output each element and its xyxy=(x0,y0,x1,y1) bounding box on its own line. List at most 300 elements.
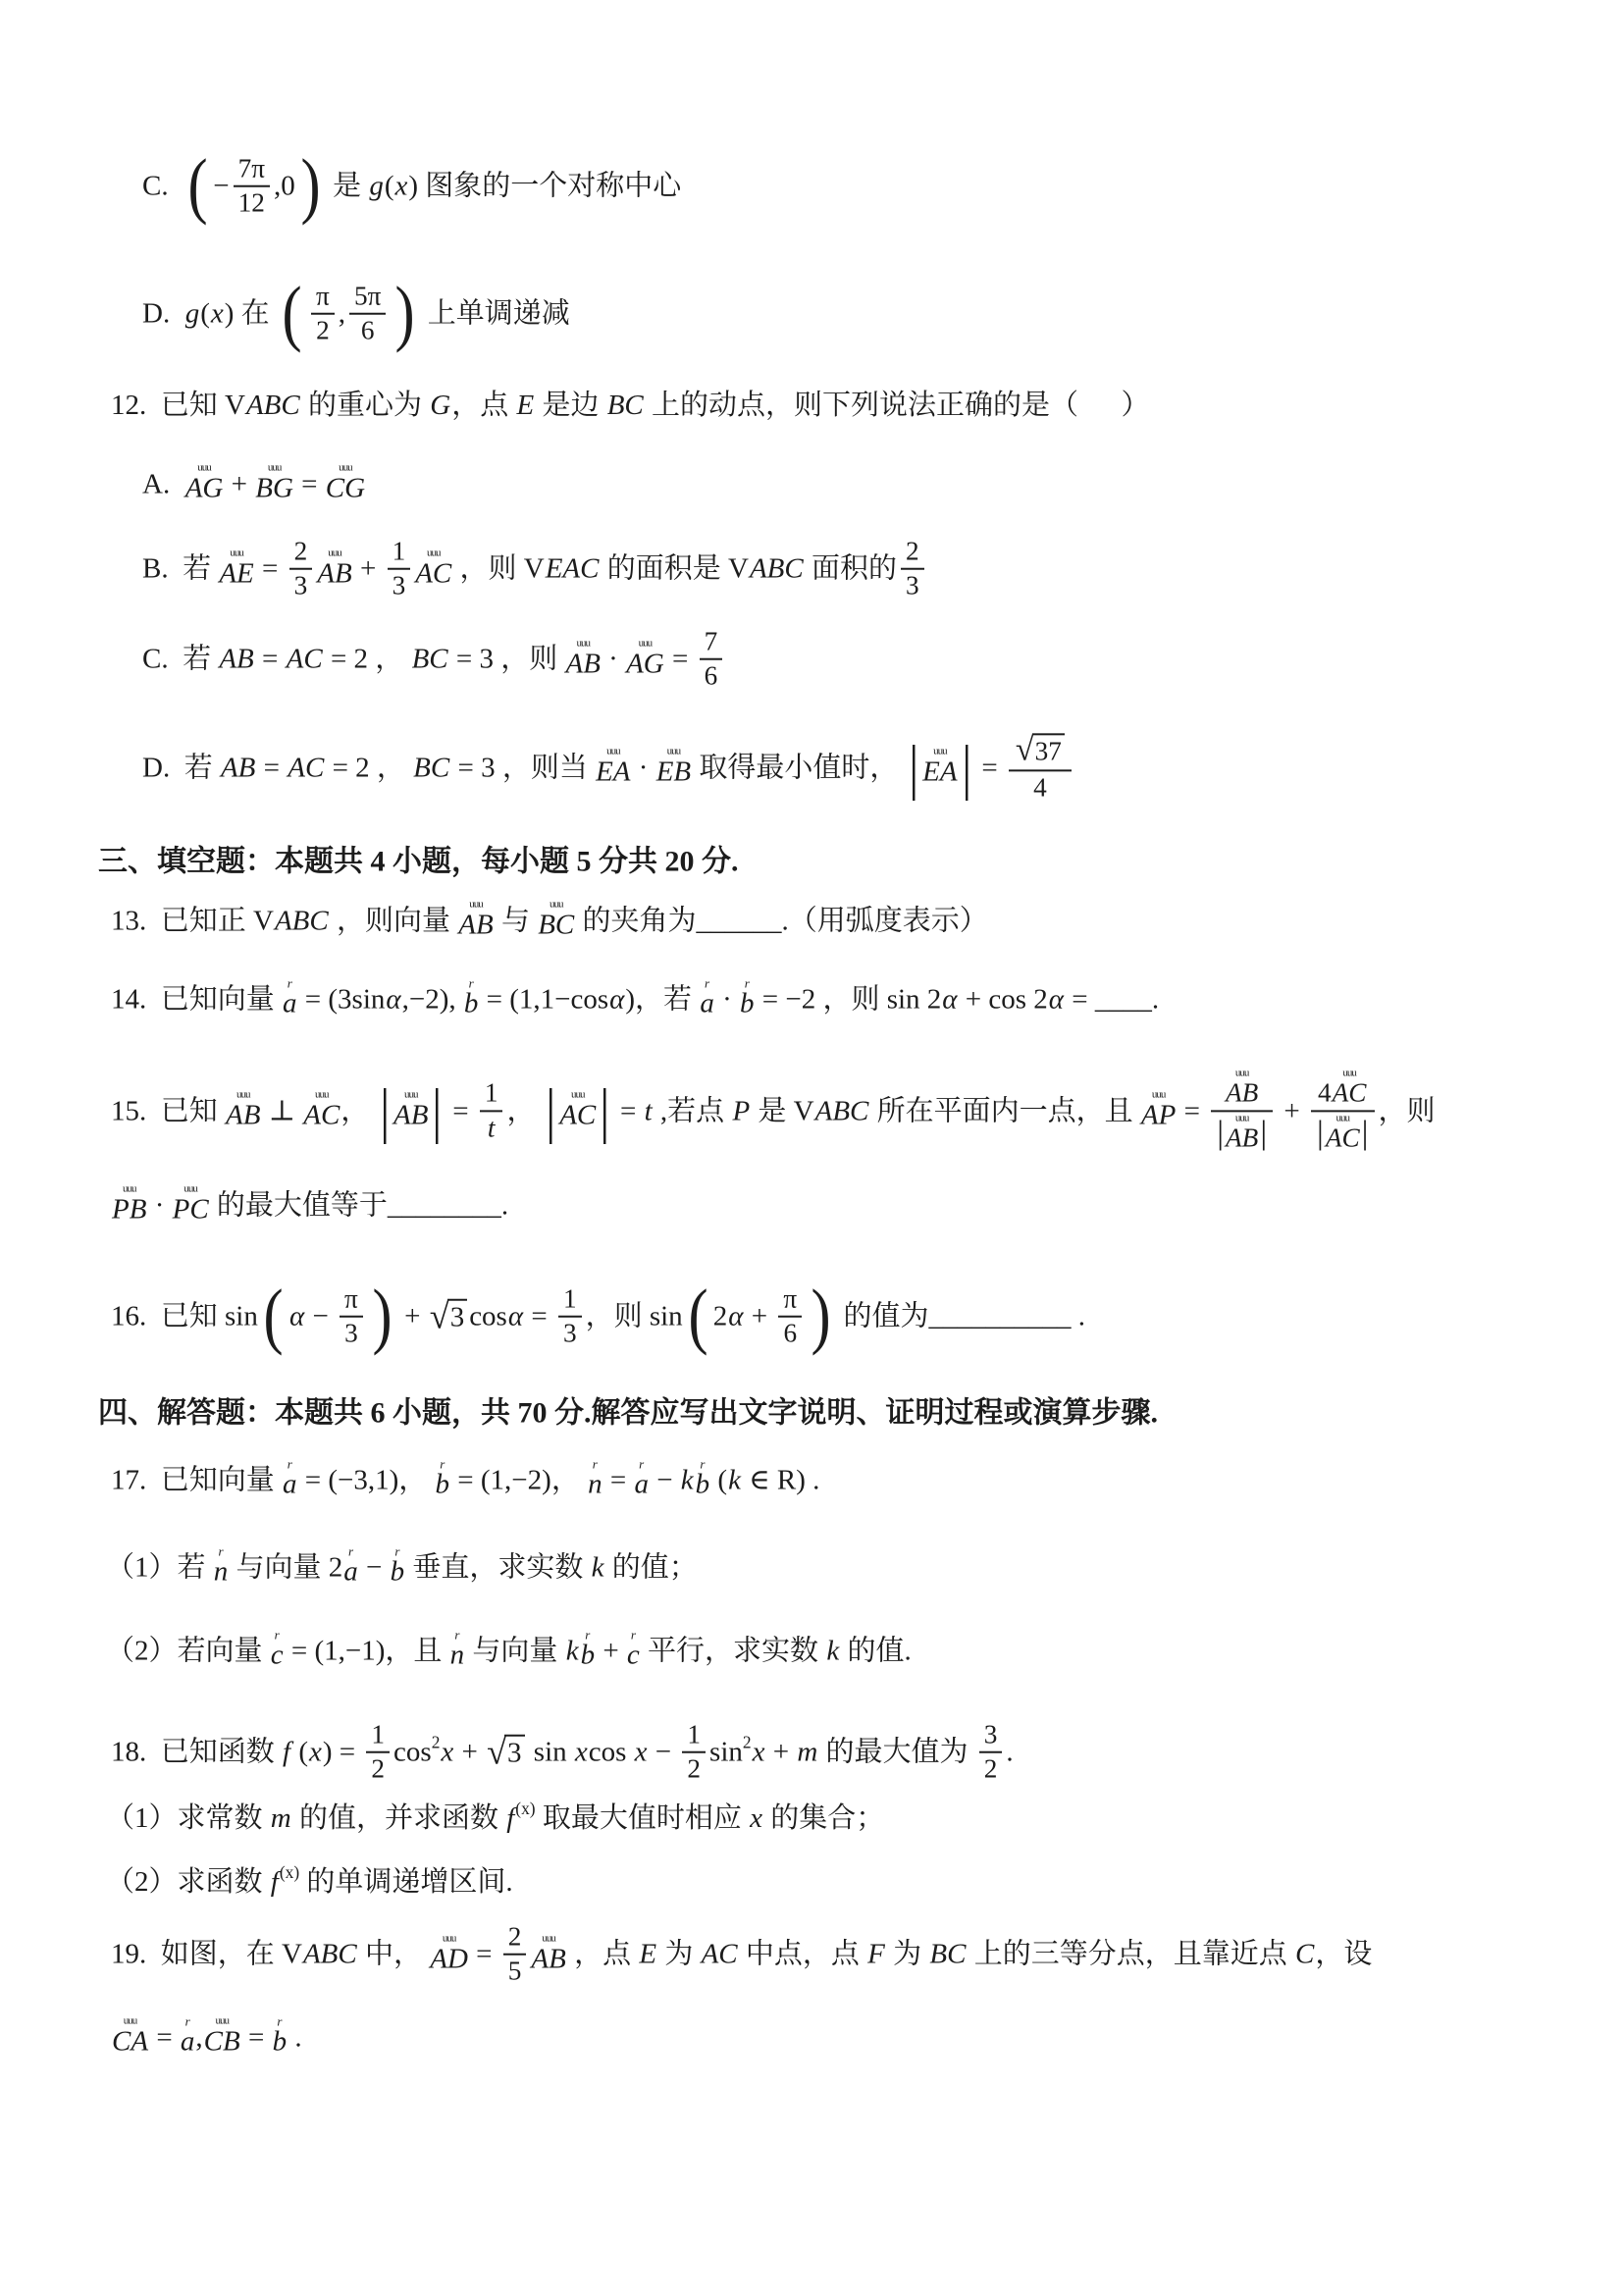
fraction-denominator xyxy=(558,1318,582,1348)
math-text: π xyxy=(783,1283,798,1314)
fraction xyxy=(234,155,270,219)
math-text: )，若 xyxy=(625,982,700,1015)
math-text: ， xyxy=(340,1094,377,1126)
vector-cg xyxy=(325,461,366,504)
fraction xyxy=(901,538,924,601)
vector-ag xyxy=(184,461,224,504)
math-var: α xyxy=(386,982,401,1015)
math-var: x xyxy=(210,297,224,330)
math-text: = xyxy=(254,643,286,675)
math-var: x xyxy=(441,1736,454,1768)
math-text: 2 xyxy=(687,1754,702,1784)
math-text: 中点，点 xyxy=(738,1938,867,1970)
math-text: 的最大值等于________. xyxy=(209,1188,509,1221)
vector-arrow-icon: r xyxy=(705,975,710,991)
q16-stem: 16. 已知 sin ( α − $\frac{\pi}{3}$ ) + √ 3 cos α = $\frac{1}{3}$ ，则 sin ( 2 α + $\frac{\pi}{6}$ ) 的值为__________ . xyxy=(111,1276,1086,1357)
fraction-denominator xyxy=(979,1753,1003,1784)
math-text: ⊥ xyxy=(261,1094,303,1126)
math-text: ( xyxy=(200,297,210,330)
vector-letters: a xyxy=(180,2025,195,2058)
vector-ab xyxy=(226,1088,261,1131)
fraction xyxy=(311,283,335,346)
fraction-numerator xyxy=(366,1721,390,1753)
math-text: 4 xyxy=(1318,1077,1332,1108)
vector-arrow-icon: r xyxy=(592,1456,598,1472)
q14-stem xyxy=(111,975,1160,1019)
vector-b xyxy=(435,1456,450,1500)
math-text: = (1,−1)，且 xyxy=(284,1634,449,1666)
math-text: + xyxy=(224,467,255,499)
math-var: BC xyxy=(413,751,450,783)
math-text: 5 xyxy=(507,1957,522,1986)
fraction-numerator xyxy=(311,283,335,315)
radical-icon: √ xyxy=(429,1296,449,1336)
math-text: ， xyxy=(506,1094,543,1126)
math-text: 上单调递减 xyxy=(420,297,570,330)
math-text: （2）若向量 xyxy=(106,1634,270,1666)
math-var: G xyxy=(430,389,451,421)
fraction-denominator xyxy=(682,1753,706,1784)
math-text: = 3 ，则 xyxy=(448,643,565,675)
abs-bar: | xyxy=(1317,1115,1324,1151)
vector-arrow-icon: r xyxy=(440,1456,445,1472)
math-text: 1 xyxy=(562,1283,577,1314)
vector-arrow-icon: uuu xyxy=(339,461,352,474)
math-text: = (3sin xyxy=(297,982,386,1015)
math-var: AC xyxy=(701,1938,738,1970)
math-var: g xyxy=(369,170,384,202)
math-text: , xyxy=(338,297,346,330)
math-text: ，则 V xyxy=(452,552,545,585)
vector-ab xyxy=(531,1932,566,1975)
math-text: ( xyxy=(384,170,394,202)
q12-option-d: D. 若 AB = AC = 2 ， BC = 3 ，则当 uuu EA · uuu EB 取得最小值时， | uuu EA | = √ 37 4 xyxy=(142,732,1075,802)
fraction-denominator xyxy=(1311,1112,1374,1153)
fraction xyxy=(388,538,411,601)
vector-arrow-icon: uuu xyxy=(236,1088,250,1101)
vector-letters: n xyxy=(588,1468,602,1500)
math-text: 的值为__________ . xyxy=(836,1300,1086,1332)
vector-arrow-icon: uuu xyxy=(230,547,243,559)
vector-arrow-icon: uuu xyxy=(1234,1112,1249,1123)
fraction-numerator xyxy=(480,1079,503,1112)
fraction xyxy=(1009,732,1072,802)
math-text: 6 xyxy=(704,661,718,691)
fraction xyxy=(558,1285,582,1349)
math-text: = xyxy=(664,643,696,675)
vector-pb xyxy=(112,1182,147,1226)
vector-arrow-icon: uuu xyxy=(469,898,483,911)
vector-pc xyxy=(172,1182,209,1226)
vector-ac xyxy=(1325,1112,1360,1152)
vector-arrow-icon: uuu xyxy=(1151,1088,1166,1101)
vector-a xyxy=(283,975,297,1019)
math-text: 面积的 xyxy=(804,552,897,585)
math-text: 2 xyxy=(905,536,919,566)
math-var: t xyxy=(487,1113,496,1142)
math-text: = xyxy=(1177,1094,1208,1126)
vector-letters: AB xyxy=(226,1099,261,1131)
math-var: ABC xyxy=(814,1094,869,1126)
vector-a xyxy=(343,1543,358,1588)
math-text: . xyxy=(1006,1736,1014,1768)
math-text: 7π xyxy=(237,153,265,183)
math-text: 2 xyxy=(293,536,308,566)
abs-bar: | xyxy=(1217,1115,1225,1151)
math-text: + xyxy=(744,1300,775,1332)
q11-option-c: C. ( − $\frac{7\pi}{12}$ ,0 ) 是 g ( x ) 图象的一个对称中心 xyxy=(142,145,682,227)
math-text: ) = xyxy=(322,1736,363,1768)
vector-ab xyxy=(317,549,351,588)
vector-letters: n xyxy=(449,1639,465,1671)
fraction xyxy=(682,1721,706,1785)
sqrt xyxy=(487,1732,524,1772)
math-text: = 2 ， xyxy=(323,643,411,675)
math-text: − xyxy=(649,1463,680,1495)
math-text: 7 xyxy=(704,626,718,656)
q11-option-d: D. g ( x ) 在 ( $\frac{\pi}{2}$ , $\frac{5\pi}{6}$ ) 上单调递减 xyxy=(142,273,570,354)
math-text: = ____. xyxy=(1065,982,1160,1015)
math-text: + xyxy=(596,1634,626,1666)
fraction-denominator xyxy=(778,1318,802,1348)
math-text: 3 xyxy=(392,571,406,600)
math-text: = (1,−2)， xyxy=(450,1463,588,1495)
math-var: k xyxy=(680,1463,694,1495)
vector-letters: c xyxy=(626,1639,640,1671)
vector-arrow-icon: uuu xyxy=(404,1088,418,1101)
math-text: = xyxy=(612,1094,644,1126)
math-text: ，点 xyxy=(451,389,516,421)
math-var: AB xyxy=(220,751,256,783)
vector-arrow-icon: uuu xyxy=(123,2014,137,2027)
math-var: x xyxy=(394,170,408,202)
fraction-denominator xyxy=(340,1318,363,1348)
vector-arrow-icon: r xyxy=(639,1456,645,1472)
math-var: AC xyxy=(286,643,323,675)
math-text: 与向量 2 xyxy=(229,1550,343,1583)
vector-b xyxy=(390,1543,405,1588)
vector-b xyxy=(463,975,479,1019)
math-text: 3 xyxy=(905,571,919,600)
fraction-denominator xyxy=(901,570,924,600)
radicand: 3 xyxy=(447,1299,468,1334)
superscript: 2 xyxy=(742,1733,752,1753)
vector-letters: b xyxy=(695,1468,710,1500)
math-text: ，则 sin xyxy=(585,1300,683,1332)
vector-arrow-icon: uuu xyxy=(1234,1067,1249,1079)
math-var: f xyxy=(506,1801,515,1834)
math-text: = xyxy=(974,751,1005,783)
math-text: + xyxy=(396,1300,428,1332)
vector-b xyxy=(580,1627,596,1671)
math-text: ，设 xyxy=(1315,1938,1373,1970)
vector-ea xyxy=(922,745,958,788)
math-text: 的面积是 V xyxy=(600,552,749,585)
math-text: C. 若 xyxy=(142,643,219,675)
vector-letters: a xyxy=(283,1468,297,1500)
vector-letters: c xyxy=(270,1639,284,1671)
q15-stem-line1: 15. 已知 uuu AB ⊥ uuu AC ， | uuu AB | = $\frac{1}{t}$ ， | uuu AC | = t ,若点 P 是 V ABC 所在平面内一点，且 uuu AP = uuu AB | uuu AB | + 4 uuu AC | uuu AC | ，则 xyxy=(111,1067,1436,1152)
math-text: B. 若 xyxy=(142,552,219,585)
vector-letters: CA xyxy=(112,2025,149,2058)
vector-arrow-icon: r xyxy=(394,1543,400,1559)
fraction-denominator xyxy=(503,1956,527,1986)
vector-letters: BC xyxy=(538,909,575,941)
math-text: 三、填空题：本题共 4 小题，每小题 5 分共 20 分. xyxy=(98,845,739,878)
fraction xyxy=(778,1285,802,1349)
math-var: g xyxy=(184,297,200,330)
math-text: + xyxy=(454,1736,486,1768)
math-text: 的值. xyxy=(840,1634,912,1666)
vector-letters: AB xyxy=(1226,1122,1259,1152)
q18-part1 xyxy=(106,1801,884,1835)
vector-letters: AC xyxy=(303,1099,340,1131)
math-var: α xyxy=(942,982,958,1015)
fraction-numerator xyxy=(682,1721,706,1753)
math-text: 中， xyxy=(357,1938,430,1970)
math-text: − xyxy=(358,1550,390,1583)
math-text: ,0 xyxy=(273,170,295,202)
abs-bar: | xyxy=(1361,1115,1369,1151)
math-text: π xyxy=(316,281,330,311)
vector-a xyxy=(283,1456,297,1500)
math-text: + xyxy=(352,552,384,585)
math-text: （1）若 xyxy=(106,1550,213,1583)
math-text: = (1,1−cos xyxy=(479,982,609,1015)
math-text: 2 xyxy=(316,316,330,345)
radicand: 3 xyxy=(504,1735,525,1770)
math-text: = 3 ，则当 xyxy=(450,751,596,783)
math-text: = 2 ， xyxy=(325,751,413,783)
vector-arrow-icon: uuu xyxy=(1342,1067,1356,1079)
math-text: 所在平面内一点，且 xyxy=(869,1094,1140,1126)
math-text: ，则 xyxy=(1378,1094,1436,1126)
fraction-numerator xyxy=(901,538,924,570)
math-text: 取最大值时相应 xyxy=(535,1801,750,1834)
math-var: k xyxy=(591,1550,604,1583)
radicand: 37 xyxy=(1032,733,1065,766)
fraction-numerator xyxy=(558,1285,582,1318)
math-text: 5π xyxy=(354,281,382,311)
vector-arrow-icon: r xyxy=(454,1627,460,1643)
fraction-numerator xyxy=(503,1923,527,1956)
fraction-numerator xyxy=(1009,732,1072,771)
math-var: k xyxy=(826,1634,840,1666)
math-text: 18. 已知函数 xyxy=(111,1736,283,1768)
fraction-numerator xyxy=(1311,1069,1374,1112)
vector-arrow-icon: uuu xyxy=(666,745,681,757)
vector-letters: a xyxy=(634,1468,649,1500)
math-var: α xyxy=(288,1300,305,1332)
math-text: sin xyxy=(709,1736,743,1768)
math-var: AC xyxy=(288,751,325,783)
vector-letters: n xyxy=(213,1555,229,1588)
math-var: ABC xyxy=(274,904,329,936)
fraction-denominator xyxy=(1211,1112,1273,1153)
vector-arrow-icon: r xyxy=(274,1627,280,1643)
math-var: α xyxy=(507,1300,524,1332)
vector-letters: CB xyxy=(203,2025,240,2058)
math-var: x xyxy=(750,1801,762,1834)
vector-arrow-icon: r xyxy=(585,1627,591,1643)
fraction xyxy=(349,283,386,346)
math-text: 四、解答题：本题共 6 小题，共 70 分.解答应写出文字说明、证明过程或演算步骤. xyxy=(98,1396,1158,1430)
math-var: m xyxy=(797,1736,818,1768)
math-text: 的最大值为 xyxy=(818,1736,975,1768)
math-var: P xyxy=(732,1094,751,1126)
math-text: ∈ R) . xyxy=(741,1463,820,1495)
math-var: C xyxy=(1294,1938,1315,1970)
fraction xyxy=(366,1721,390,1785)
fraction-numerator xyxy=(388,538,411,570)
math-text: 13. 已知正 V xyxy=(111,904,274,936)
vector-ac xyxy=(559,1088,597,1131)
vector-letters: BG xyxy=(255,472,293,504)
math-var: x xyxy=(574,1736,588,1768)
math-text: 上的动点，则下列说法正确的是（ ） xyxy=(644,389,1150,421)
math-text: 3 xyxy=(293,571,308,600)
vector-arrow-icon: uuu xyxy=(576,637,590,650)
vector-n xyxy=(213,1543,229,1588)
math-text: cos xyxy=(393,1736,432,1768)
superscript: (x) xyxy=(515,1799,536,1819)
vector-ea xyxy=(596,745,631,788)
vector-a xyxy=(634,1456,649,1500)
vector-arrow-icon: uuu xyxy=(933,745,947,757)
math-text: 3 xyxy=(344,1319,358,1348)
sqrt xyxy=(1016,733,1065,766)
vector-letters: AB xyxy=(317,557,352,590)
math-var: ABC xyxy=(245,389,300,421)
math-var: f xyxy=(283,1736,291,1768)
math-text: 的单调递增区间. xyxy=(299,1865,513,1898)
math-text: 1 xyxy=(484,1077,498,1108)
math-text: = xyxy=(240,2020,272,2053)
fraction xyxy=(340,1285,363,1349)
vector-letters: PB xyxy=(112,1193,147,1226)
q12-option-c xyxy=(142,628,726,692)
math-var: F xyxy=(867,1938,885,1970)
vector-letters: b xyxy=(463,987,479,1019)
vector-letters: AG xyxy=(184,472,224,504)
q17-stem xyxy=(111,1456,820,1500)
fraction-denominator xyxy=(234,187,270,218)
vector-bc xyxy=(538,898,575,941)
sqrt xyxy=(429,1296,467,1336)
fraction xyxy=(1211,1069,1273,1152)
q12-option-b xyxy=(142,538,928,601)
fraction-denominator xyxy=(366,1753,390,1784)
vector-letters: EA xyxy=(596,756,631,788)
fraction-numerator xyxy=(700,628,723,660)
math-var: f xyxy=(270,1865,279,1898)
vector-c xyxy=(626,1627,640,1671)
vector-b xyxy=(695,1456,710,1500)
vector-cb xyxy=(203,2014,240,2058)
fraction-denominator xyxy=(311,315,335,345)
vector-a xyxy=(700,975,714,1019)
vector-letters: AD xyxy=(430,1943,468,1975)
math-text: cos xyxy=(588,1736,634,1768)
math-text: · xyxy=(631,751,655,783)
math-text: D. 若 xyxy=(142,751,220,783)
math-text: = xyxy=(256,751,288,783)
vector-ab xyxy=(1226,1112,1259,1152)
math-var: E xyxy=(516,389,535,421)
math-var: x xyxy=(752,1736,765,1768)
math-text: = −2 ，则 sin 2 xyxy=(755,982,942,1015)
fraction-denominator xyxy=(1028,771,1052,802)
math-text: 是边 xyxy=(535,389,606,421)
vector-letters: AC xyxy=(559,1099,597,1131)
math-text: . xyxy=(288,2020,302,2053)
math-text: = xyxy=(254,552,286,585)
math-text: 上的三等分点，且靠近点 xyxy=(967,1938,1294,1970)
q17-part1 xyxy=(106,1543,698,1588)
q13-stem xyxy=(111,898,988,941)
math-text: 1 xyxy=(392,536,406,566)
fraction xyxy=(480,1079,503,1143)
math-var: α xyxy=(1048,982,1065,1015)
math-text: D. xyxy=(142,297,184,330)
math-text: 14. 已知向量 xyxy=(111,982,283,1015)
fraction-denominator xyxy=(700,660,723,691)
math-var: x xyxy=(309,1736,322,1768)
vector-letters: b xyxy=(739,987,755,1019)
math-text: 的重心为 xyxy=(300,389,430,421)
math-var: ABC xyxy=(749,552,804,585)
vector-letters: b xyxy=(390,1555,405,1588)
vector-ab xyxy=(565,637,601,680)
vector-letters: b xyxy=(272,2025,288,2058)
vector-arrow-icon: uuu xyxy=(328,547,341,559)
fraction-denominator xyxy=(388,570,411,600)
vector-arrow-icon: r xyxy=(744,975,750,991)
vector-arrow-icon: r xyxy=(218,1543,224,1559)
vector-ac xyxy=(415,549,451,588)
math-text: , xyxy=(195,2020,203,2053)
vector-arrow-icon: uuu xyxy=(267,461,282,474)
fraction-numerator xyxy=(234,155,270,187)
vector-letters: AE xyxy=(219,557,254,590)
vector-letters: AB xyxy=(458,909,494,941)
vector-arrow-icon: uuu xyxy=(183,1182,197,1195)
q12-option-a xyxy=(142,461,366,504)
vector-letters: AB xyxy=(565,648,601,680)
math-var: t xyxy=(644,1094,653,1126)
vector-arrow-icon: r xyxy=(700,1456,706,1472)
vector-letters: CG xyxy=(325,472,366,504)
superscript: 2 xyxy=(431,1733,441,1753)
section-4-heading xyxy=(98,1395,1158,1430)
math-text: 2 xyxy=(507,1921,522,1952)
vector-letters: b xyxy=(580,1639,596,1671)
math-text: = xyxy=(293,467,325,499)
vector-letters: AB xyxy=(393,1099,429,1131)
math-text: sin xyxy=(526,1736,574,1768)
math-text: 2 xyxy=(371,1754,386,1784)
math-var: ABC xyxy=(302,1938,357,1970)
vector-ac xyxy=(303,1088,340,1131)
math-text: 的夹角为______.（用弧度表示） xyxy=(575,904,988,936)
abs-bar: | xyxy=(1260,1115,1268,1151)
fraction xyxy=(503,1923,527,1987)
math-text: 的集合； xyxy=(762,1801,885,1834)
math-text: 与 xyxy=(494,904,538,936)
math-text: 3 xyxy=(562,1319,577,1348)
fraction-numerator xyxy=(979,1721,1003,1753)
math-text: 为 xyxy=(885,1938,929,1970)
